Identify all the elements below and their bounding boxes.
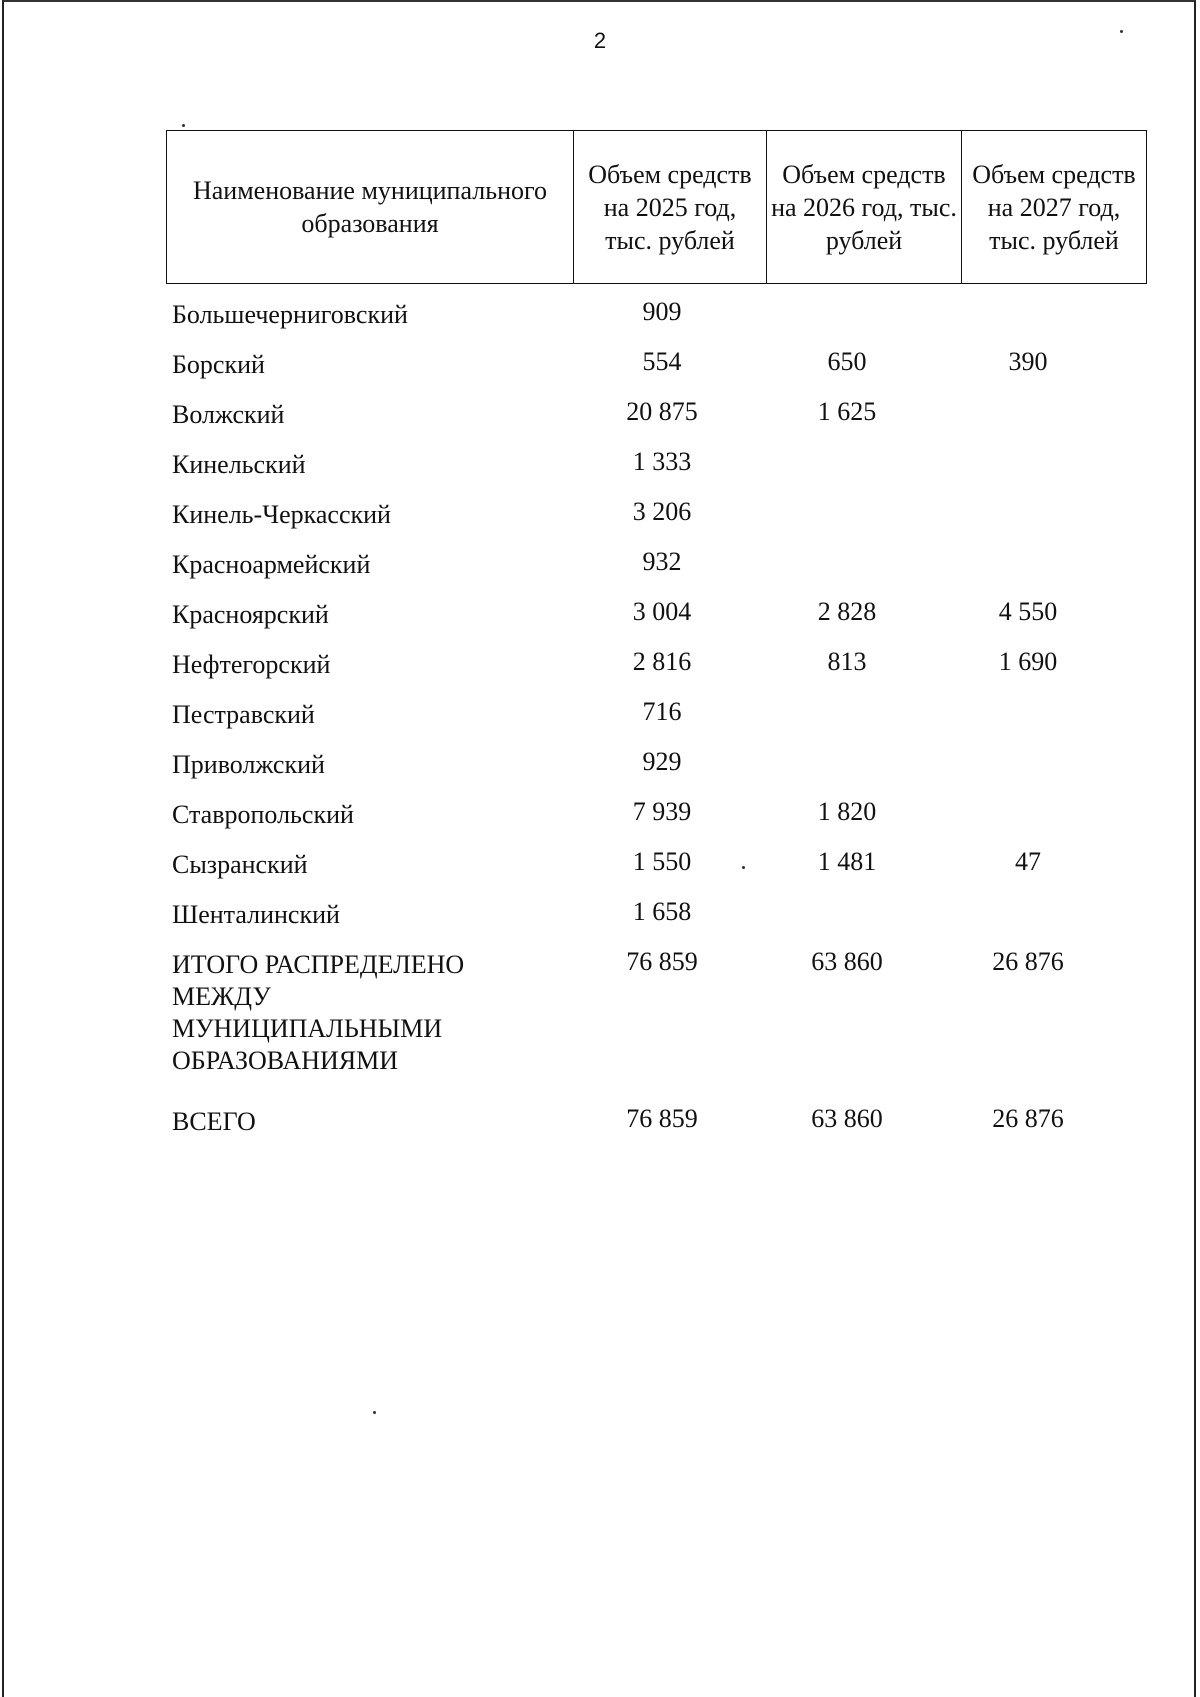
- table-row: [166, 540, 1116, 590]
- value-2026: 1 481: [817, 847, 877, 876]
- table-row: [166, 690, 1116, 740]
- table-row: [166, 740, 1116, 790]
- value-2027: [940, 440, 1116, 490]
- value-2025: 716: [642, 697, 682, 726]
- grand-total-2025: 76 859: [626, 1104, 698, 1133]
- value-2025: 3 206: [632, 497, 692, 526]
- municipality-name: Кинель-Черкасский: [172, 500, 391, 529]
- total-distributed-row: [166, 940, 1116, 1097]
- value-2026: [754, 540, 940, 590]
- value-2026: 1 625: [817, 397, 877, 426]
- municipality-name: Большечерниговский: [172, 300, 408, 329]
- value-2025: 929: [642, 747, 682, 776]
- value-2025: 7 939: [632, 797, 692, 826]
- table-rows: [166, 290, 1116, 1147]
- value-2025: 20 875: [626, 397, 698, 426]
- municipality-name: Красноярский: [172, 600, 329, 629]
- value-2027: [940, 290, 1116, 340]
- value-2027: [940, 690, 1116, 740]
- value-2027: 390: [1008, 347, 1048, 376]
- table-row: [166, 490, 1116, 540]
- value-2026: 2 828: [817, 597, 877, 626]
- municipality-name: Пестравский: [172, 700, 315, 729]
- value-2026: [754, 440, 940, 490]
- page-number: 2: [593, 28, 607, 53]
- value-2025: 932: [642, 547, 682, 576]
- total-distributed-label-line: ОБРАЗОВАНИЯМИ: [172, 1046, 399, 1075]
- value-2026: 650: [827, 347, 867, 376]
- scan-speck: [182, 124, 185, 127]
- scan-speck: [373, 1411, 376, 1414]
- grand-total-row: [166, 1097, 1116, 1147]
- header-2027: Объем средств на 2027 год, тыс. рублей: [962, 131, 1147, 284]
- municipality-name: Кинельский: [172, 450, 306, 479]
- total-distributed-label-line: МУНИЦИПАЛЬНЫМИ: [172, 1014, 443, 1043]
- value-2025: 2 816: [632, 647, 692, 676]
- value-2027: [940, 790, 1116, 840]
- municipality-name: Борский: [172, 350, 265, 379]
- value-2027: [940, 740, 1116, 790]
- table-row: [166, 390, 1116, 440]
- value-2027: 1 690: [998, 647, 1058, 676]
- table-row: [166, 790, 1116, 840]
- value-2025: 1 550: [632, 847, 692, 876]
- header-row: [167, 131, 1147, 284]
- table-row: [166, 590, 1116, 640]
- value-2027: 4 550: [998, 597, 1058, 626]
- scan-speck: [1120, 30, 1123, 33]
- value-2025: 3 004: [632, 597, 692, 626]
- total-distributed-2026: 63 860: [811, 947, 883, 976]
- table-body: [166, 290, 1116, 1147]
- value-2025: 909: [642, 297, 682, 326]
- header-2025: Объем средств на 2025 год, тыс. рублей: [574, 131, 767, 284]
- header-name: Наименование муниципального образования: [167, 131, 574, 284]
- value-2025: 1 658: [632, 897, 692, 926]
- table-row: [166, 640, 1116, 690]
- total-distributed-label-line: ИТОГО РАСПРЕДЕЛЕНО: [172, 950, 465, 979]
- table-row: [166, 290, 1116, 340]
- value-2027: [940, 390, 1116, 440]
- municipality-name: Шенталинский: [172, 900, 340, 929]
- header-2026: Объем средств на 2026 год, тыс. рублей: [767, 131, 962, 284]
- grand-total-2027: 26 876: [992, 1104, 1064, 1133]
- municipality-name: Нефтегорский: [172, 650, 331, 679]
- value-2026: [754, 490, 940, 540]
- value-2027: [940, 890, 1116, 940]
- table-row: [166, 890, 1116, 940]
- value-2026: [754, 740, 940, 790]
- municipality-name: Приволжский: [172, 750, 325, 779]
- municipality-name: Красноармейский: [172, 550, 371, 579]
- municipality-name: Волжский: [172, 400, 285, 429]
- value-2026: 1 820: [817, 797, 877, 826]
- value-2025: 1 333: [632, 447, 692, 476]
- table-header: [166, 130, 1147, 284]
- value-2026: [754, 290, 940, 340]
- municipality-name: Сызранский: [172, 850, 308, 879]
- allocation-table: [166, 130, 1136, 1147]
- table-row: [166, 340, 1116, 390]
- value-2026: [754, 690, 940, 740]
- value-2027: 47: [1015, 847, 1041, 876]
- total-distributed-label-line: МЕЖДУ: [172, 982, 271, 1011]
- municipality-name: Ставропольский: [172, 800, 354, 829]
- table-row: [166, 440, 1116, 490]
- value-2026: [754, 890, 940, 940]
- total-distributed-label: [166, 940, 570, 1097]
- table-row: [166, 840, 1116, 890]
- value-2025: 554: [642, 347, 682, 376]
- grand-total-2026: 63 860: [811, 1104, 883, 1133]
- total-distributed-2027: 26 876: [992, 947, 1064, 976]
- value-2027: [940, 490, 1116, 540]
- scan-speck: [742, 866, 745, 869]
- total-distributed-2025: 76 859: [626, 947, 698, 976]
- value-2027: [940, 540, 1116, 590]
- value-2026: 813: [827, 647, 867, 676]
- grand-total-label: ВСЕГО: [172, 1107, 256, 1136]
